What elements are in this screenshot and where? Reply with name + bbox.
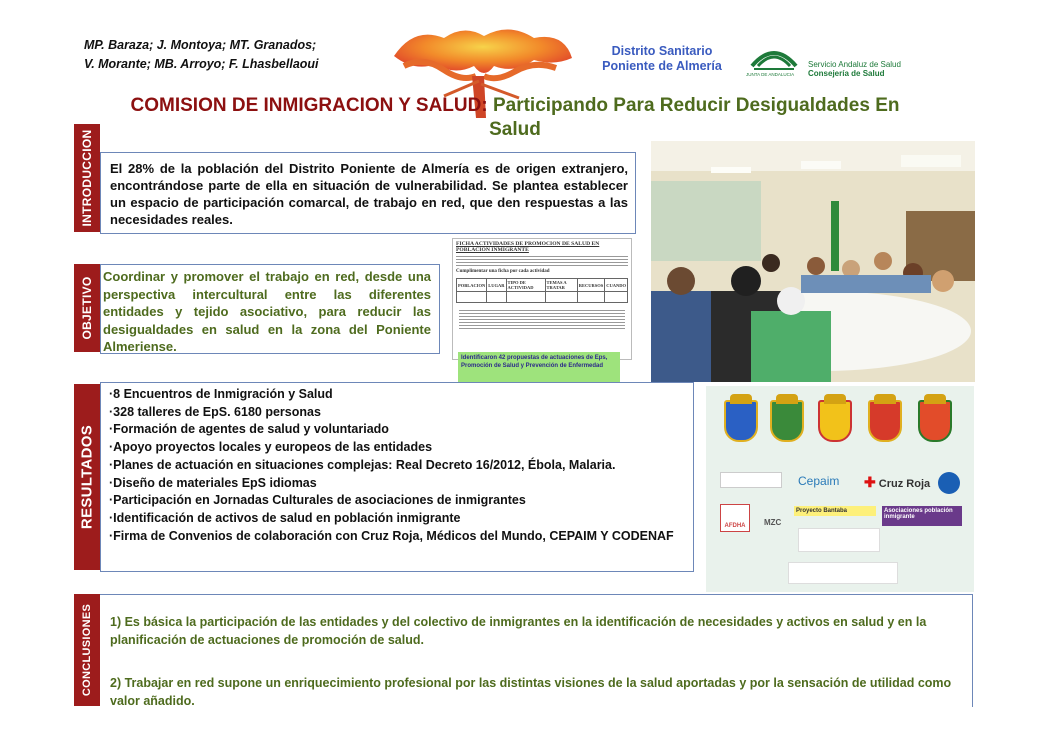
resultados-item: ·Planes de actuación en situaciones complejas: Real Decreto 16/2012, Ébola, Malaria. bbox=[109, 457, 616, 472]
coat-of-arms-icon bbox=[918, 400, 952, 442]
form-note: Identificaron 42 propuestas de actuaciones de Eps, Promoción de Salud y Prevención de Enfermedad bbox=[458, 352, 620, 382]
asociaciones-label: Asociaciones población inmigrante bbox=[882, 506, 962, 526]
partner-logos-panel bbox=[706, 386, 974, 592]
conclusiones-text bbox=[110, 614, 970, 736]
section-label-conclusiones: CONCLUSIONES bbox=[74, 594, 100, 706]
form-col-6: CUANDO bbox=[605, 279, 628, 292]
conclusion-item: 1) Es básica la participación de las entidades y del colectivo de inmigrantes en la identificación de necesidades y activos en salud y en la planificación de actuaciones de promoción de salud. bbox=[110, 615, 927, 647]
meeting-photo bbox=[651, 141, 975, 382]
afdha-logo: AFDHA bbox=[720, 504, 750, 532]
district-line-2: Poniente de Almería bbox=[602, 59, 722, 73]
authors-line-2: V. Morante; MB. Arroyo; F. Lhasbellaoui bbox=[84, 57, 319, 71]
resultados-item: ·Participación en Jornadas Culturales de asociaciones de inmigrantes bbox=[109, 493, 526, 508]
coat-of-arms-icon bbox=[724, 400, 758, 442]
medicos-del-mundo-logo-icon bbox=[938, 472, 960, 494]
junta-line-2: Consejería de Salud bbox=[808, 69, 885, 78]
form-col-2: LUGAR bbox=[487, 279, 506, 292]
cruz-roja-logo bbox=[864, 474, 930, 491]
mzc-logo: MZC bbox=[764, 518, 782, 527]
form-subtitle: Cumplimentar una ficha por cada actividad bbox=[456, 269, 550, 274]
district-line-1: Distrito Sanitario bbox=[611, 44, 713, 58]
codenaf-logo-icon bbox=[720, 472, 782, 488]
junta-small-label: JUNTA DE ANDALUCIA bbox=[746, 72, 795, 77]
district-name bbox=[588, 44, 736, 74]
coat-of-arms-icon bbox=[770, 400, 804, 442]
form-title: FICHA ACTIVIDADES DE PROMOCION DE SALUD EN POBLACION INMIGRANTE bbox=[456, 241, 600, 253]
title-part-2: Participando Para Reducir Desigualdades En Salud bbox=[489, 95, 900, 140]
junta-name bbox=[808, 60, 901, 78]
authors-line-1: MP. Baraza; J. Montoya; MT. Granados; bbox=[84, 38, 317, 52]
form-col-4: TEMAS A TRATAR bbox=[545, 279, 577, 292]
objetivo-text: Coordinar y promover el trabajo en red, desde una perspectiva intercultural entre las diferentes entidades y tejido asociativo, para reducir las desigualdades en salud en la zona del Poniente Almeriense. bbox=[103, 269, 431, 354]
resultados-item: ·8 Encuentros de Inmigración y Salud bbox=[109, 387, 333, 401]
authors bbox=[84, 36, 384, 74]
coat-of-arms-icon bbox=[818, 400, 852, 442]
resultados-item: ·Apoyo proyectos locales y europeos de las entidades bbox=[109, 440, 433, 455]
form-col-1: POBLACION bbox=[457, 279, 487, 292]
resultados-item: ·Firma de Convenios de colaboración con Cruz Roja, Médicos del Mundo, CEPAIM Y CODENAF bbox=[109, 528, 674, 543]
form-table bbox=[456, 278, 628, 303]
form-col-5: RECURSOS bbox=[577, 279, 605, 292]
junta-line-1: Servicio Andaluz de Salud bbox=[808, 60, 901, 69]
cruz-roja-label: Cruz Roja bbox=[878, 478, 931, 490]
section-label-objetivo: OBJETIVO bbox=[74, 264, 100, 352]
conclusion-item: 2) Trabajar en red supone un enriquecimiento profesional por las distintas visiones de la salud aportadas y por la sensación de utilidad como valor añadido. bbox=[110, 676, 952, 708]
district-logo-small-icon bbox=[788, 562, 898, 584]
section-label-resultados: RESULTADOS bbox=[74, 384, 100, 570]
coat-of-arms-icon bbox=[868, 400, 902, 442]
poster-title bbox=[120, 94, 910, 142]
section-label-introduccion: INTRODUCCION bbox=[74, 124, 100, 232]
resultados-item: ·Diseño de materiales EpS idiomas bbox=[109, 475, 317, 490]
activity-form-image bbox=[452, 238, 632, 360]
resultados-list bbox=[109, 386, 687, 545]
introduccion-text: El 28% de la población del Distrito Poniente de Almería es de origen extranjero, encontrándose parte de ella en situación de vulnerabilidad. Se plantea establecer un espacio de participación comarcal, de trabajo en red, que den respuestas a las necesidades reales. bbox=[110, 161, 628, 227]
title-part-1: COMISION DE INMIGRACION Y SALUD: bbox=[130, 95, 488, 116]
resultados-item: ·Formación de agentes de salud y voluntariado bbox=[109, 422, 389, 437]
resultados-item: ·328 talleres de EpS. 6180 personas bbox=[109, 404, 321, 419]
cepaim-logo: Cepaim bbox=[798, 474, 840, 488]
resultados-item: ·Identificación de activos de salud en población inmigrante bbox=[109, 510, 461, 525]
form-notes bbox=[453, 306, 631, 333]
form-col-3: TIPO DE ACTIVIDAD bbox=[506, 279, 545, 292]
proyecto-bantaba-label: Proyecto Bantaba bbox=[794, 506, 876, 516]
junta-logo-small-icon bbox=[798, 528, 880, 552]
red-cross-icon: ✚ bbox=[864, 474, 876, 490]
